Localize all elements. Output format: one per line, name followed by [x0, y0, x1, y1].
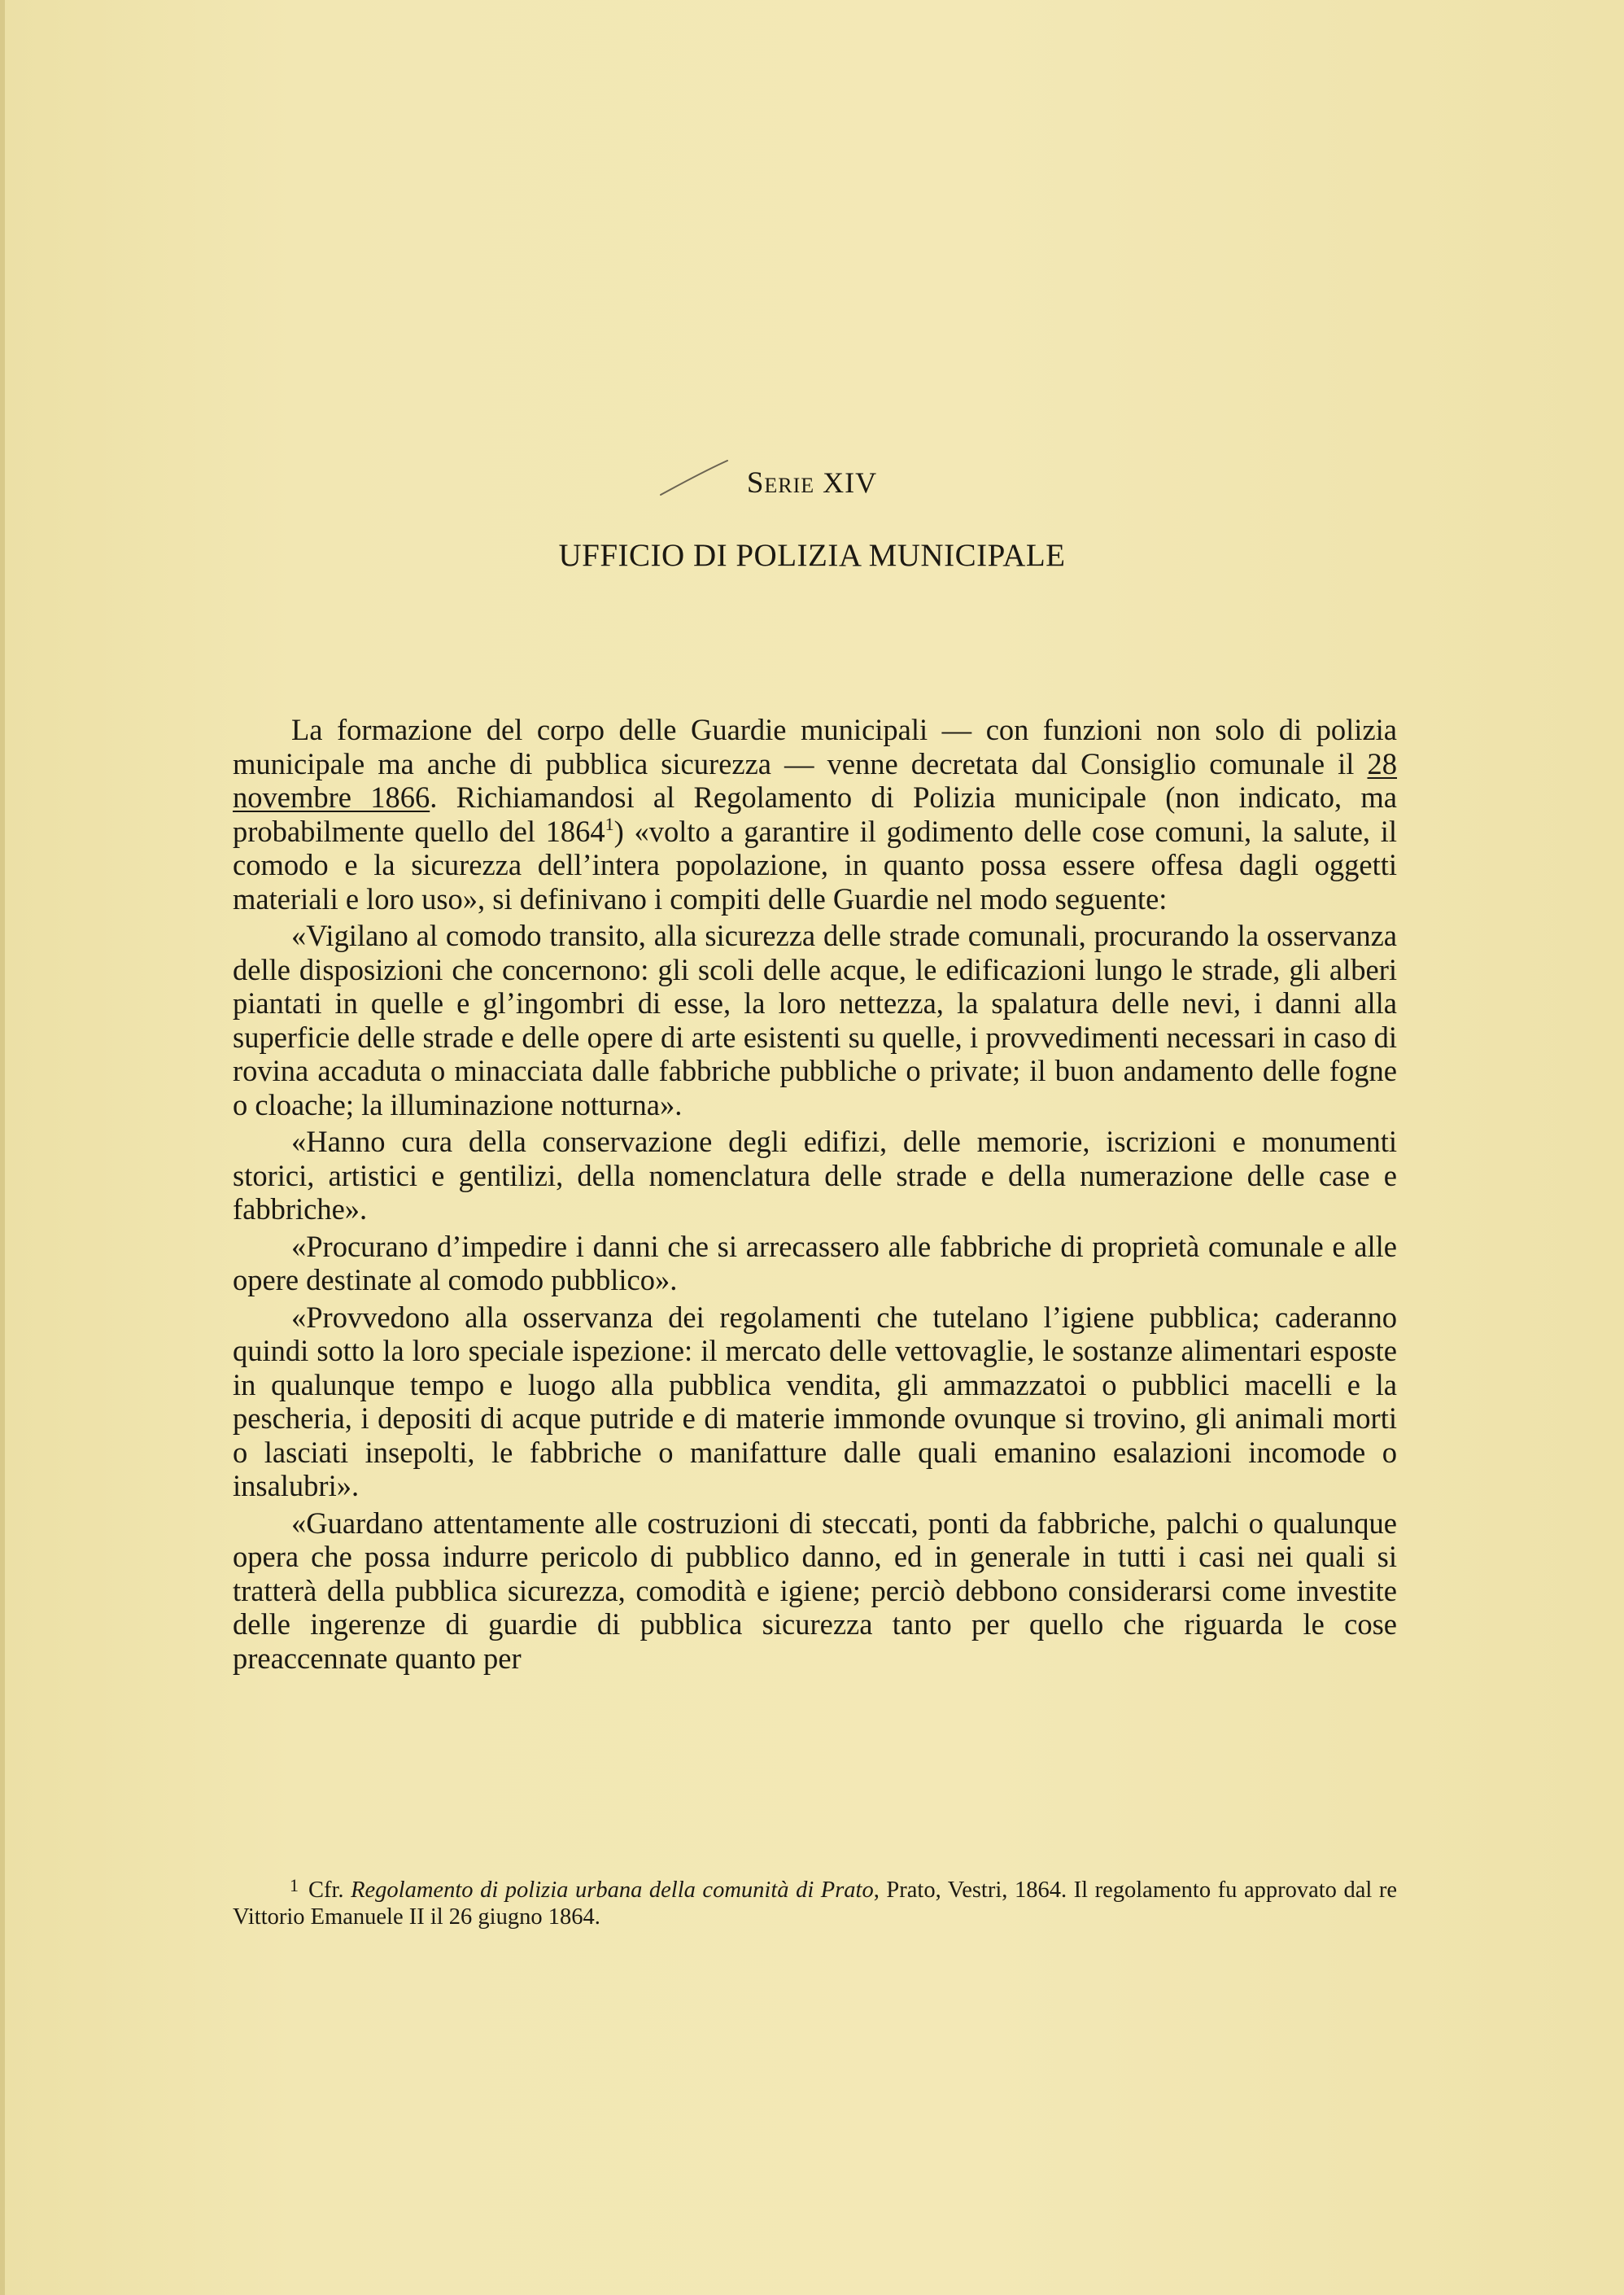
footnote-prefix: Cfr. — [308, 1878, 351, 1903]
paragraph-1 — [233, 713, 1397, 916]
paragraph-1-text-a: La formazione del corpo delle Guardie municipali — con funzioni non solo di polizia municipale ma anche di pubblica sicurezza — venne decretata dal Consiglio comunale il — [233, 713, 1397, 780]
page-binding-edge — [0, 0, 5, 2295]
paragraph-3: «Hanno cura della conservazione degli edifizi, delle memorie, iscrizioni e monumenti storici, artistici e gentilizi, della nomenclatura delle strade e della numerazione delle case e fabbriche». — [233, 1125, 1397, 1226]
section-title: UFFICIO DI POLIZIA MUNICIPALE — [558, 538, 1066, 573]
paragraph-1-text-c: ) «volto a garantire il godimento delle cose comuni, la salute, il comodo e la sicurezza dell’intera popolazione, in quanto possa essere offesa dagli oggetti materiali e loro uso», si definivano i compiti delle Guardie nel modo seguente: — [233, 814, 1397, 916]
paragraph-1-text-b: . Richiamandosi al Regolamento di Polizia municipale (non indicato, ma probabilmente quello del 1864 — [233, 780, 1397, 848]
paragraph-4: «Procurano d’impedire i danni che si arrecassero alle fabbriche di proprietà comunale e alle opere destinate al comodo pubblico». — [233, 1229, 1397, 1296]
footnote-ref: 1 — [605, 813, 614, 834]
footnote-title: Regolamento di polizia urbana della comunità di Prato — [351, 1878, 874, 1903]
body-text — [233, 713, 1397, 1678]
series-heading — [0, 466, 1624, 501]
paragraph-6: «Guardano attentamente alle costruzioni di steccati, ponti da fabbriche, palchi o qualunque opera che possa indurre pericolo di pubblico danno, ed in generale in tutti i casi nei quali si tratterà della pubblica sicurezza, comodità e igiene; perciò debbono considerarsi come investite delle ingerenze di guardie di pubblica sicurezza tanto per quello che riguarda le cose preaccennate quanto per — [233, 1506, 1397, 1675]
footnote-rest: , Prato, Vestri, 1864. Il regolamento fu approvato dal re Vittorio Emanuele II il 26 giugno 1864. — [233, 1878, 1398, 1930]
paragraph-2: «Vigilano al comodo transito, alla sicurezza delle strade comunali, procurando la osservanza delle disposizioni che concernono: gli scoli delle acque, le edificazioni lungo le strade, gli alberi piantati in quelle e gl’ingombri di esse, la loro nettezza, la spalatura delle nevi, i danni alla superficie delle strade e delle opere di arte esistenti su quelle, i provvedimenti necessari in caso di rovina accaduta o minacciata dalle fabbriche pubbliche o private; il buon andamento delle fogne o cloache; la illuminazione notturna». — [233, 919, 1397, 1121]
paragraph-5: «Provvedono alla osservanza dei regolamenti che tutelano l’igiene pubblica; caderanno quindi sotto la loro speciale ispezione: il mercato delle vettovaglie, le sostanze alimentari esposte in qualunque tempo e luogo alla pubblica vendita, gli ammazzatoi o pubblici macelli e la pescheria, i depositi di acque putride e di materie immonde ovunque si trovino, gli animali morti o lasciati insepolti, le fabbriche o manifatture dalle quali emanino esalazioni incomode o insalubri». — [233, 1300, 1397, 1502]
footnote-number: 1 — [290, 1875, 299, 1895]
series-label: Serie — [746, 466, 815, 500]
series-number: XIV — [823, 466, 878, 499]
decree-date: 28 novembre 1866 — [233, 746, 1397, 814]
footnote — [233, 1872, 1397, 1930]
